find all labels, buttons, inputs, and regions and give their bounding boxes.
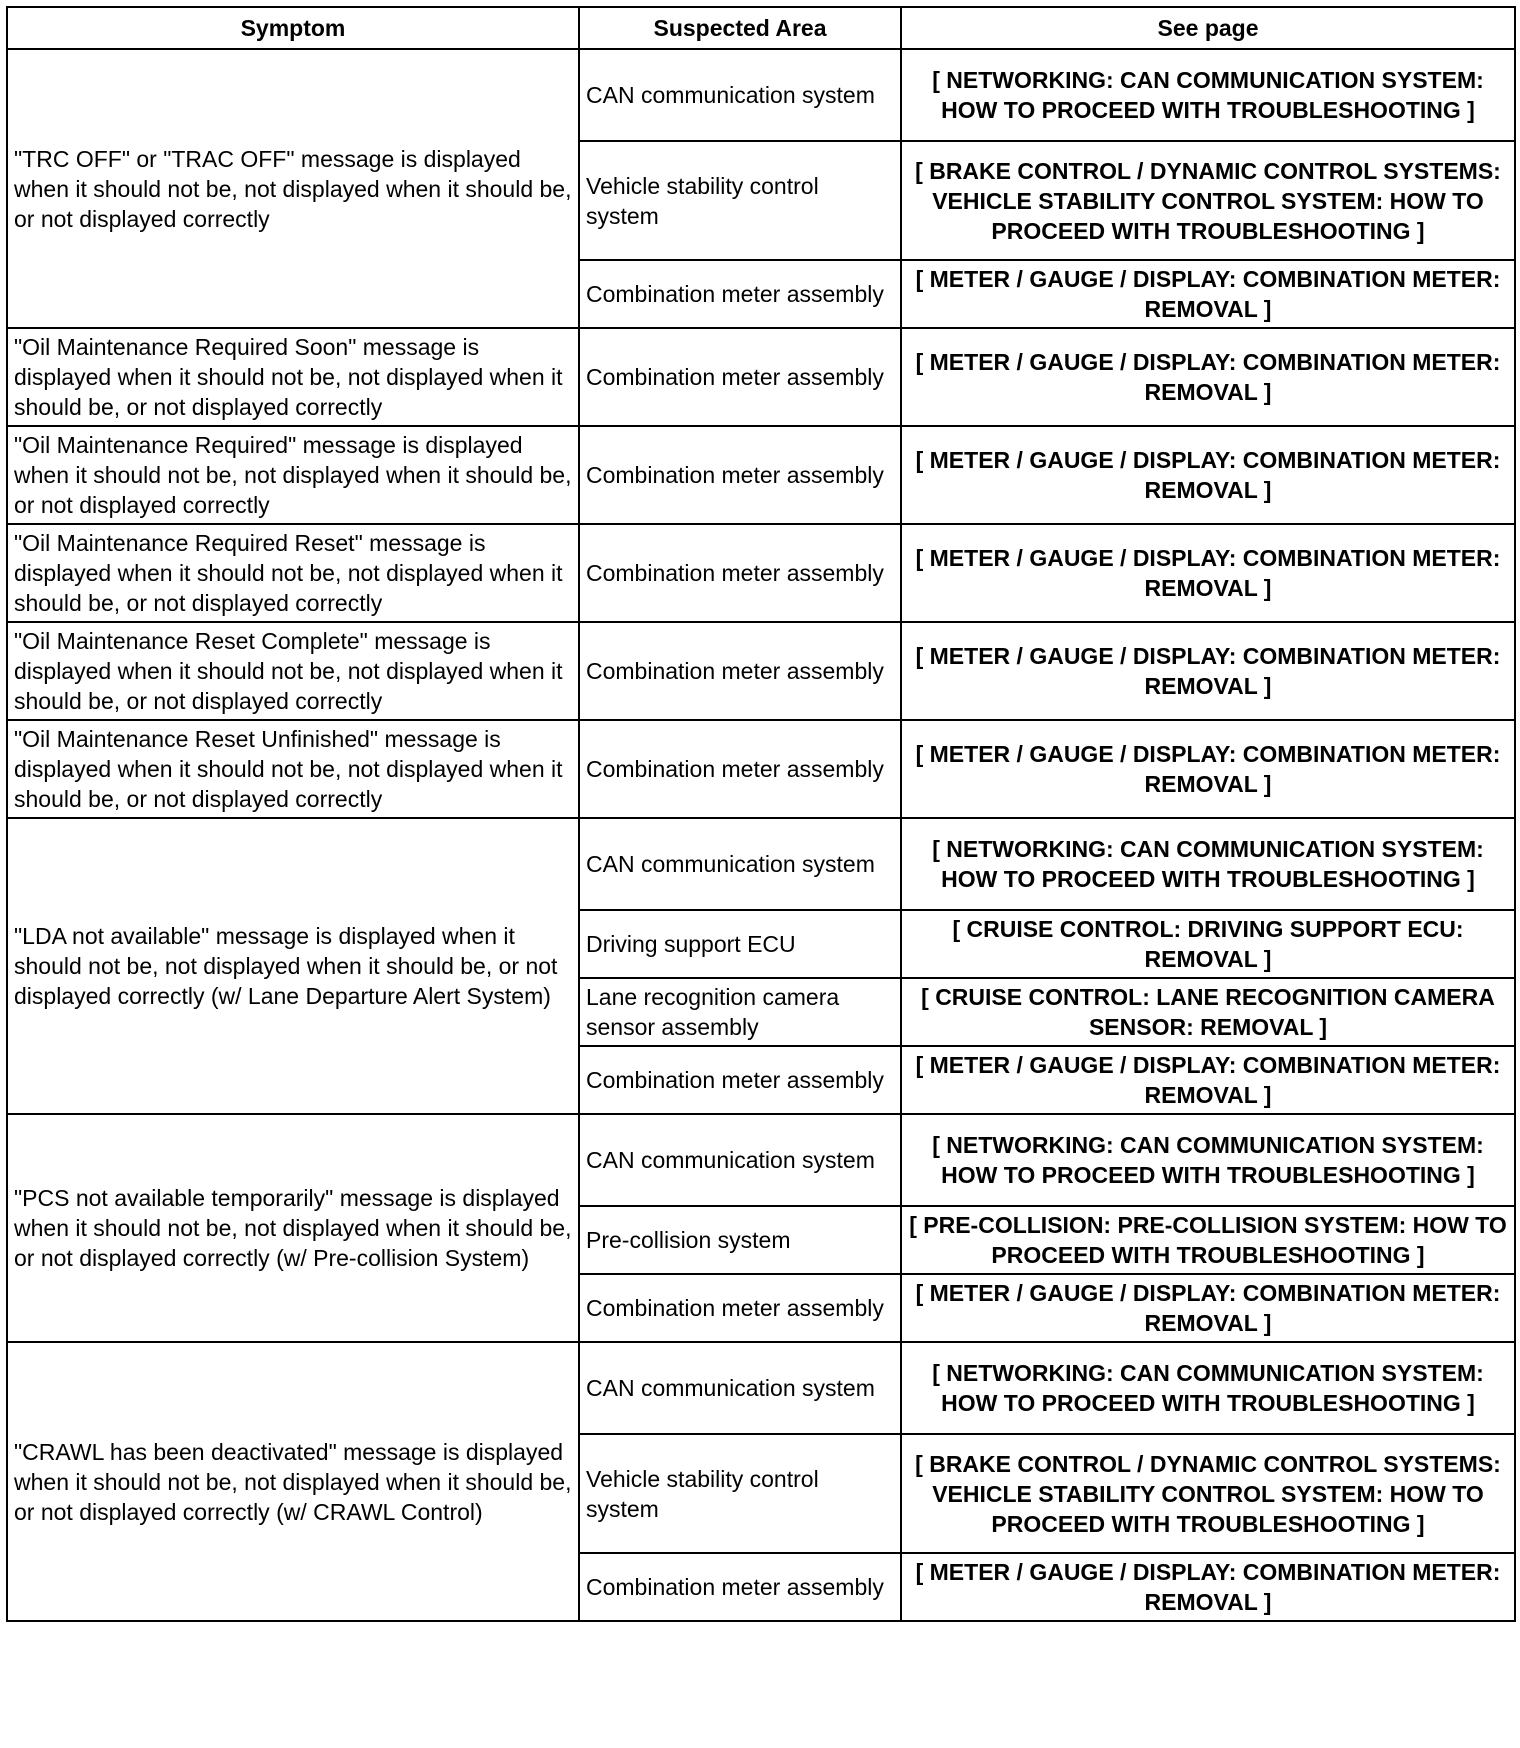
see-page-link[interactable]: [ NETWORKING: CAN COMMUNICATION SYSTEM: HOW TO PROCEED WITH TROUBLESHOOTING ] [901, 1114, 1515, 1206]
see-page-link[interactable]: [ BRAKE CONTROL / DYNAMIC CONTROL SYSTEMS: VEHICLE STABILITY CONTROL SYSTEM: HOW TO PROCEED WITH TROUBLESHOOTING ] [901, 141, 1515, 260]
see-page-link[interactable]: [ METER / GAUGE / DISPLAY: COMBINATION METER: REMOVAL ] [901, 328, 1515, 426]
see-page-link[interactable]: [ METER / GAUGE / DISPLAY: COMBINATION METER: REMOVAL ] [901, 426, 1515, 524]
see-page-link[interactable]: [ NETWORKING: CAN COMMUNICATION SYSTEM: HOW TO PROCEED WITH TROUBLESHOOTING ] [901, 49, 1515, 141]
see-page-link[interactable]: [ NETWORKING: CAN COMMUNICATION SYSTEM: HOW TO PROCEED WITH TROUBLESHOOTING ] [901, 1342, 1515, 1434]
suspected-area-cell: CAN communication system [579, 818, 901, 910]
suspected-area-cell: Combination meter assembly [579, 328, 901, 426]
suspected-area-cell: Combination meter assembly [579, 720, 901, 818]
table-row [7, 720, 1515, 818]
suspected-area-cell: Combination meter assembly [579, 622, 901, 720]
suspected-area-cell: Combination meter assembly [579, 1274, 901, 1342]
see-page-link[interactable]: [ METER / GAUGE / DISPLAY: COMBINATION METER: REMOVAL ] [901, 1274, 1515, 1342]
suspected-area-cell: CAN communication system [579, 49, 901, 141]
table-row [7, 1342, 1515, 1434]
header-see-page: See page [901, 7, 1515, 49]
symptom-cell: "Oil Maintenance Required" message is displayed when it should not be, not displayed when it should be, or not displayed correctly [7, 426, 579, 524]
see-page-link[interactable]: [ BRAKE CONTROL / DYNAMIC CONTROL SYSTEMS: VEHICLE STABILITY CONTROL SYSTEM: HOW TO PROCEED WITH TROUBLESHOOTING ] [901, 1434, 1515, 1553]
header-suspected-area: Suspected Area [579, 7, 901, 49]
table-header-row [7, 7, 1515, 49]
suspected-area-cell: Vehicle stability control system [579, 141, 901, 260]
symptom-cell: "TRC OFF" or "TRAC OFF" message is displayed when it should not be, not displayed when it should be, or not displayed correctly [7, 49, 579, 328]
suspected-area-cell: Pre-collision system [579, 1206, 901, 1274]
see-page-link[interactable]: [ METER / GAUGE / DISPLAY: COMBINATION METER: REMOVAL ] [901, 524, 1515, 622]
see-page-link[interactable]: [ METER / GAUGE / DISPLAY: COMBINATION METER: REMOVAL ] [901, 622, 1515, 720]
see-page-link[interactable]: [ NETWORKING: CAN COMMUNICATION SYSTEM: HOW TO PROCEED WITH TROUBLESHOOTING ] [901, 818, 1515, 910]
see-page-link[interactable]: [ METER / GAUGE / DISPLAY: COMBINATION METER: REMOVAL ] [901, 1553, 1515, 1621]
symptom-cell: "Oil Maintenance Required Soon" message is displayed when it should not be, not displayed when it should be, or not displayed correctly [7, 328, 579, 426]
suspected-area-cell: Vehicle stability control system [579, 1434, 901, 1553]
see-page-link[interactable]: [ METER / GAUGE / DISPLAY: COMBINATION METER: REMOVAL ] [901, 260, 1515, 328]
see-page-link[interactable]: [ CRUISE CONTROL: LANE RECOGNITION CAMERA SENSOR: REMOVAL ] [901, 978, 1515, 1046]
table-row [7, 328, 1515, 426]
see-page-link[interactable]: [ PRE-COLLISION: PRE-COLLISION SYSTEM: HOW TO PROCEED WITH TROUBLESHOOTING ] [901, 1206, 1515, 1274]
table-row [7, 49, 1515, 141]
see-page-link[interactable]: [ METER / GAUGE / DISPLAY: COMBINATION METER: REMOVAL ] [901, 720, 1515, 818]
table-row [7, 426, 1515, 524]
table-body [7, 49, 1515, 1621]
suspected-area-cell: Combination meter assembly [579, 426, 901, 524]
symptom-cell: "Oil Maintenance Required Reset" message is displayed when it should not be, not displayed when it should be, or not displayed correctly [7, 524, 579, 622]
symptom-cell: "LDA not available" message is displayed when it should not be, not displayed when it should be, or not displayed correctly (w/ Lane Departure Alert System) [7, 818, 579, 1114]
troubleshooting-table-container [6, 6, 1514, 1622]
header-symptom: Symptom [7, 7, 579, 49]
table-row [7, 818, 1515, 910]
suspected-area-cell: Combination meter assembly [579, 1046, 901, 1114]
suspected-area-cell: Driving support ECU [579, 910, 901, 978]
see-page-link[interactable]: [ CRUISE CONTROL: DRIVING SUPPORT ECU: REMOVAL ] [901, 910, 1515, 978]
suspected-area-cell: Lane recognition camera sensor assembly [579, 978, 901, 1046]
see-page-link[interactable]: [ METER / GAUGE / DISPLAY: COMBINATION METER: REMOVAL ] [901, 1046, 1515, 1114]
symptom-cell: "Oil Maintenance Reset Complete" message is displayed when it should not be, not displayed when it should be, or not displayed correctly [7, 622, 579, 720]
suspected-area-cell: CAN communication system [579, 1114, 901, 1206]
table-row [7, 1114, 1515, 1206]
table-row [7, 524, 1515, 622]
suspected-area-cell: CAN communication system [579, 1342, 901, 1434]
symptom-cell: "CRAWL has been deactivated" message is displayed when it should not be, not displayed when it should be, or not displayed correctly (w/ CRAWL Control) [7, 1342, 579, 1621]
suspected-area-cell: Combination meter assembly [579, 1553, 901, 1621]
suspected-area-cell: Combination meter assembly [579, 260, 901, 328]
table-row [7, 622, 1515, 720]
troubleshooting-table [6, 6, 1516, 1622]
symptom-cell: "Oil Maintenance Reset Unfinished" message is displayed when it should not be, not displayed when it should be, or not displayed correctly [7, 720, 579, 818]
symptom-cell: "PCS not available temporarily" message is displayed when it should not be, not displayed when it should be, or not displayed correctly (w/ Pre-collision System) [7, 1114, 579, 1342]
suspected-area-cell: Combination meter assembly [579, 524, 901, 622]
